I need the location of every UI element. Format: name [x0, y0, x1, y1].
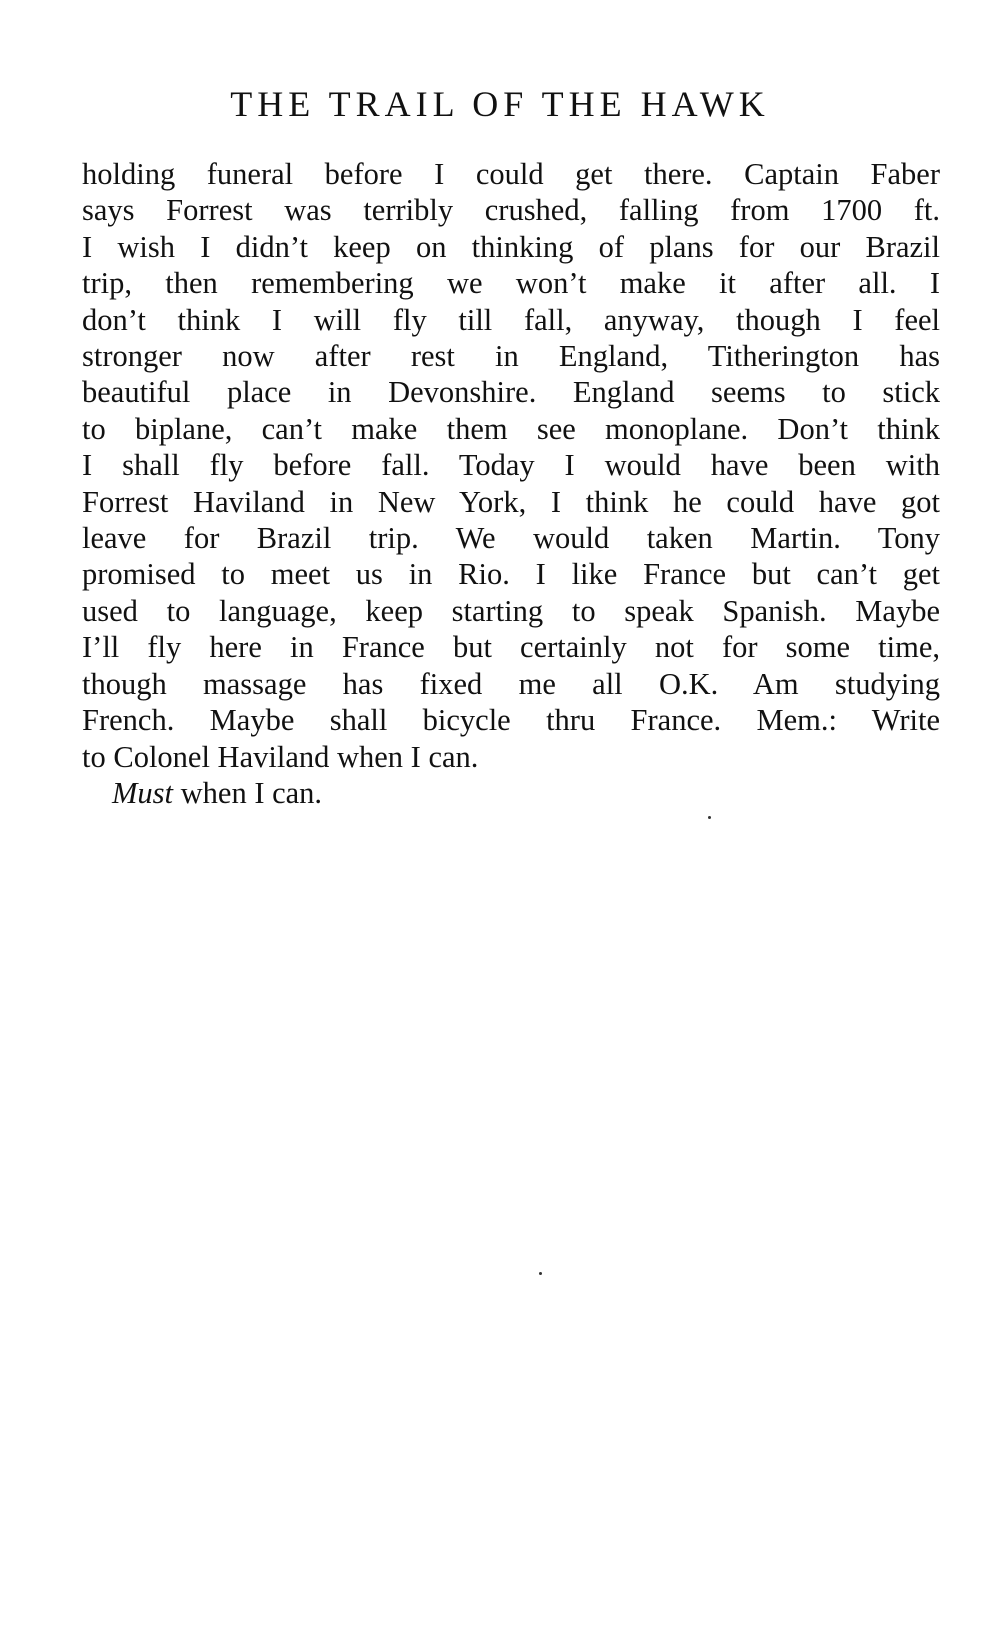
text-line: beautiful place in Devonshire. England seems to stick [82, 375, 940, 410]
closing-line-rest: when I can. [173, 775, 323, 810]
text-line: to Colonel Haviland when I can. [82, 739, 479, 774]
closing-line [82, 775, 940, 811]
emphasized-word: Must [112, 775, 173, 810]
text-line: though massage has fixed me all O.K. Am studying [82, 666, 940, 701]
text-line: I wish I didn’t keep on thinking of plans for our Brazil [82, 229, 940, 264]
text-line: don’t think I will fly till fall, anyway, though I feel [82, 302, 940, 337]
text-line: holding funeral before I could get there. Captain Faber [82, 157, 940, 191]
ink-speck [708, 816, 711, 819]
text-line: leave for Brazil trip. We would taken Martin. Tony [82, 521, 940, 556]
body-text [82, 156, 940, 811]
text-line: used to language, keep starting to speak Spanish. Maybe [82, 593, 940, 628]
text-line: I’ll fly here in France but certainly not for some time, [82, 630, 940, 665]
running-head: THE TRAIL OF THE HAWK [230, 84, 770, 124]
text-line: I shall fly before fall. Today I would have been with [82, 448, 940, 483]
ink-speck [539, 1272, 542, 1275]
text-line: says Forrest was terribly crushed, falling from 1700 ft. [82, 193, 940, 228]
text-line: stronger now after rest in England, Titherington has [82, 339, 940, 374]
text-line: to biplane, can’t make them see monoplane. Don’t think [82, 411, 940, 446]
text-line: promised to meet us in Rio. I like France but can’t get [82, 557, 940, 592]
text-line: trip, then remembering we won’t make it after all. I [82, 266, 940, 301]
text-line: French. Maybe shall bicycle thru France. Mem.: Write [82, 703, 940, 738]
text-line: Forrest Haviland in New York, I think he could have got [82, 484, 940, 519]
